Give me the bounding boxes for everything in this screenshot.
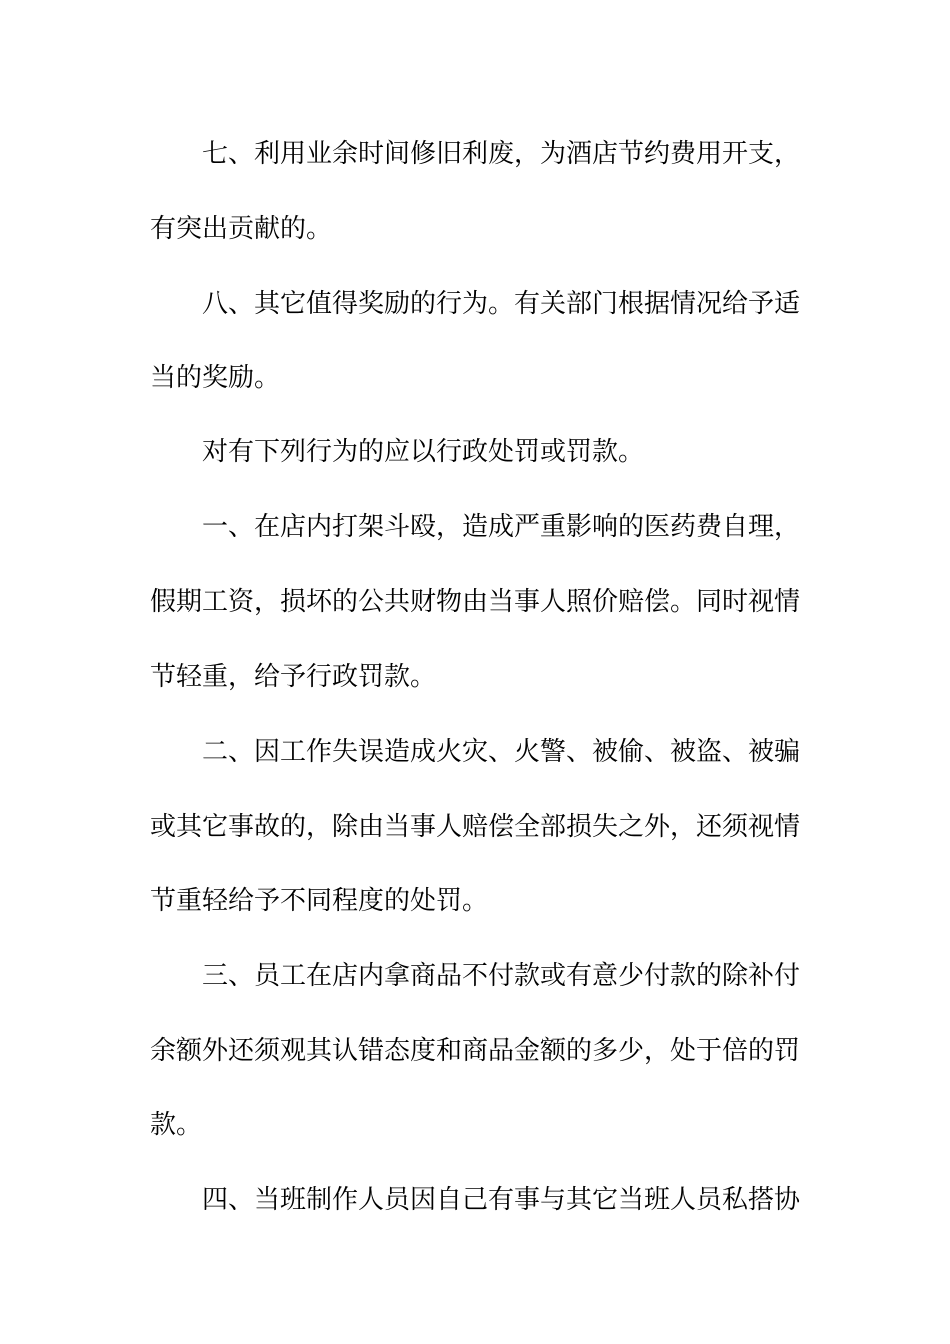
paragraph-line: 四、当班制作人员因自己有事与其它当班人员私搭协 <box>202 1185 801 1215</box>
paragraph-line: 对有下列行为的应以行政处罚或罚款。 <box>202 437 645 467</box>
paragraph-line: 三、员工在店内拿商品不付款或有意少付款的除补付 <box>202 961 801 991</box>
paragraph-line: 二、因工作失误造成火灾、火警、被偷、被盗、被骗 <box>202 737 801 767</box>
paragraph-line: 节重轻给予不同程度的处罚。 <box>150 886 489 916</box>
paragraph-line: 假期工资，损坏的公共财物由当事人照价赔偿。同时视情 <box>150 587 801 617</box>
paragraph-line: 有突出贡献的。 <box>150 214 333 244</box>
paragraph-line: 余额外还须观其认错态度和商品金额的多少，处于倍的罚 <box>150 1036 801 1066</box>
paragraph-line: 八、其它值得奖励的行为。有关部门根据情况给予适 <box>202 289 801 319</box>
paragraph-line: 或其它事故的，除由当事人赔偿全部损失之外，还须视情 <box>150 812 801 842</box>
paragraph-line: 一、在店内打架斗殴，造成严重影响的医药费自理， <box>202 512 801 542</box>
paragraph-line: 七、利用业余时间修旧利废，为酒店节约费用开支， <box>202 139 801 169</box>
paragraph-line: 当的奖励。 <box>150 363 281 393</box>
paragraph-line: 节轻重，给予行政罚款。 <box>150 662 437 692</box>
paragraph-line: 款。 <box>150 1110 203 1140</box>
